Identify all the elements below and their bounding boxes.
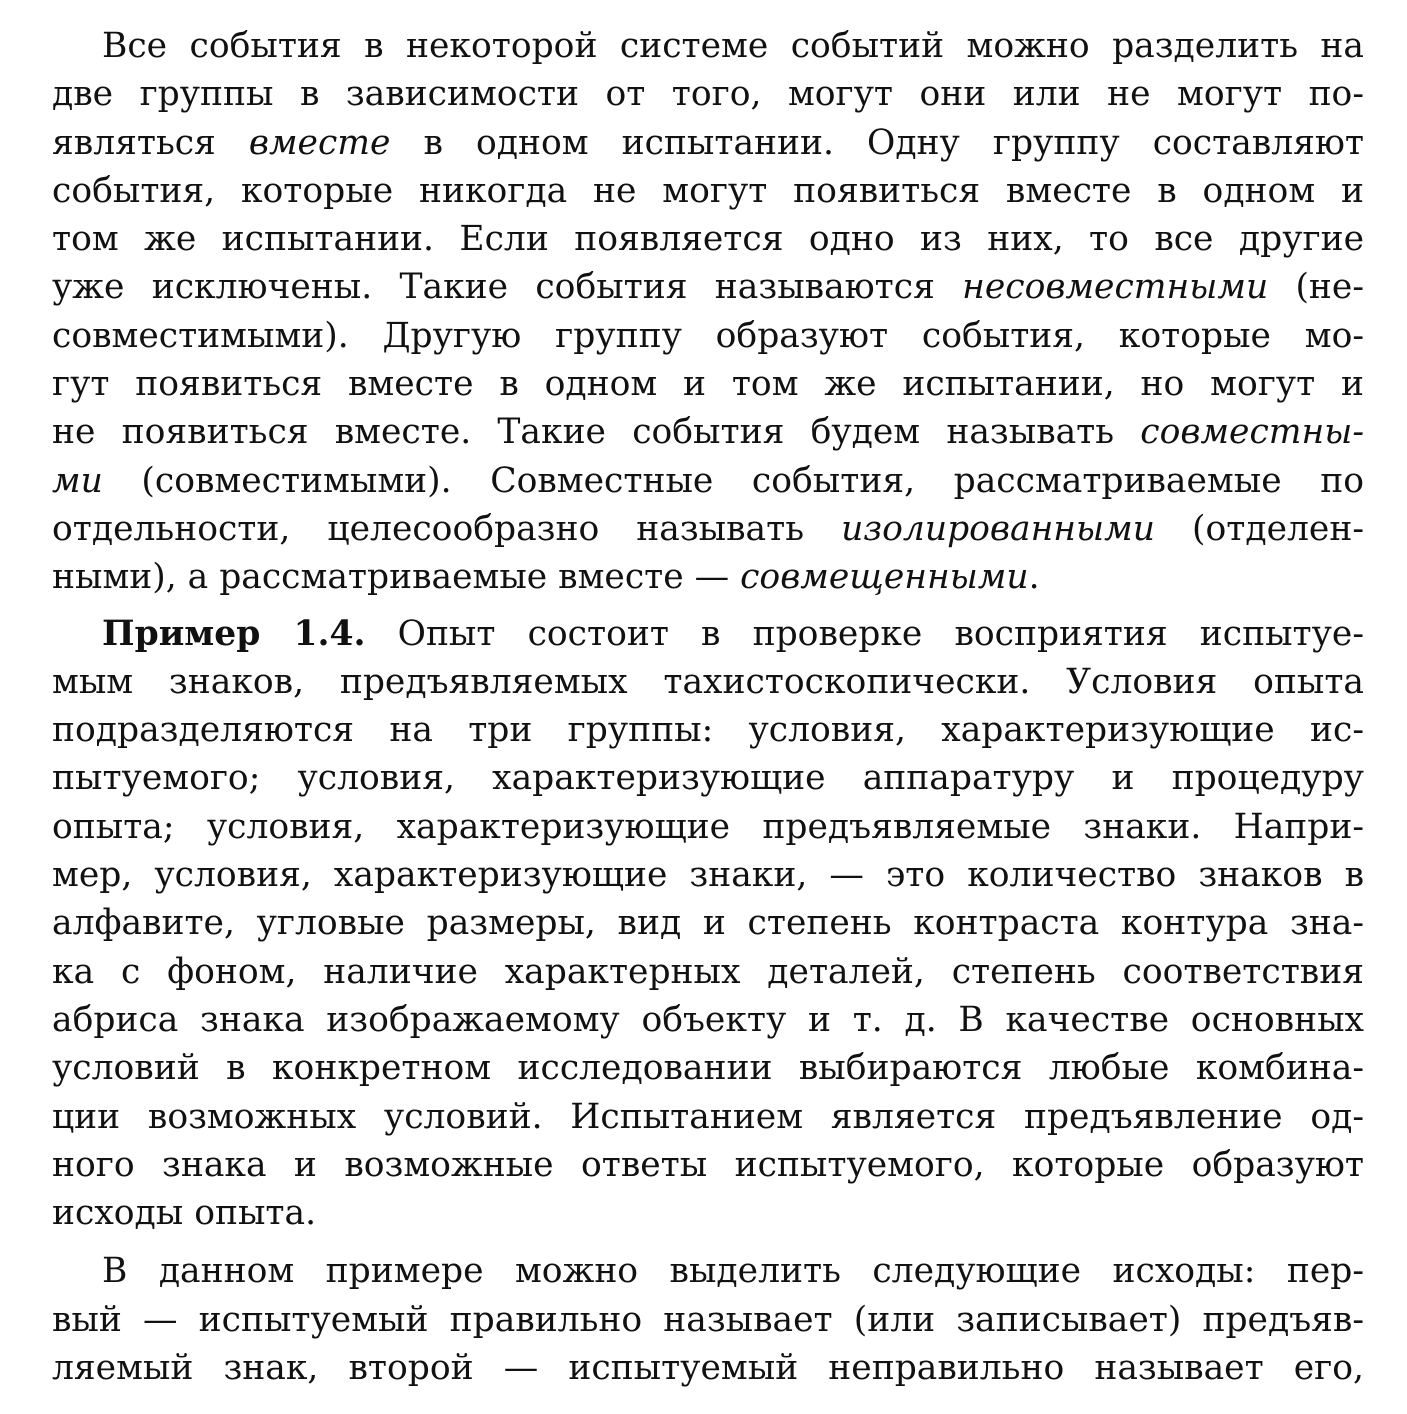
text-line: подразделяются на три группы: условия, характеризующие ис-	[52, 710, 1364, 751]
text-line: ми (совместимыми). Совместные события, рассматриваемые по	[52, 460, 1364, 501]
document-page	[52, 22, 1364, 1392]
emphasized-term: вместе	[248, 122, 391, 163]
text-line: ции возможных условий. Испытанием является предъявление од-	[52, 1096, 1364, 1137]
text-line: две группы в зависимости от того, могут они или не могут по-	[52, 74, 1364, 115]
text-line: мым знаков, предъявляемых тахистоскопически. Условия опыта	[52, 661, 1364, 702]
text-line: том же испытании. Если появляется одно из них, то все другие	[52, 219, 1364, 260]
emphasized-term: изолированными	[841, 508, 1155, 549]
text-line: опыта; условия, характеризующие предъявляемые знаки. Напри-	[52, 806, 1364, 847]
text-line: уже исключены. Такие события называются несовместными (не-	[52, 267, 1364, 308]
text-line: условий в конкретном исследовании выбираются любые комбина-	[52, 1048, 1364, 1089]
text-line: алфавите, угловые размеры, вид и степень контраста контура зна-	[52, 903, 1364, 944]
text-line: В данном примере можно выделить следующие исходы: пер-	[102, 1251, 1364, 1292]
emphasized-term: ми	[52, 460, 103, 501]
text-line: пытуемого; условия, характеризующие аппаратуру и процедуру	[52, 758, 1364, 799]
text-line: мер, условия, характеризующие знаки, — это количество знаков в	[52, 855, 1364, 896]
text-line: события, которые никогда не могут появиться вместе в одном и	[52, 170, 1364, 211]
text-line: отдельности, целесообразно называть изолированными (отделен-	[52, 508, 1364, 549]
emphasized-term: несовместными	[962, 267, 1269, 308]
text-line: Все события в некоторой системе событий можно разделить на	[102, 26, 1364, 66]
text-line: являться вместе в одном испытании. Одну группу составляют	[52, 122, 1364, 163]
text-line: вый — испытуемый правильно называет (или записывает) предъяв-	[52, 1299, 1364, 1340]
emphasized-term: совмещенными	[740, 557, 1029, 598]
emphasized-term: совместны-	[1140, 412, 1364, 453]
paragraph-1	[52, 22, 1364, 602]
text-line: абриса знака изображаемому объекту и т. д. В качестве основных	[52, 999, 1364, 1040]
paragraph-gap	[52, 1237, 1364, 1247]
text-line: ными), а рассматриваемые вместе — совмещенными.	[52, 557, 1040, 598]
text-line: гут появиться вместе в одном и том же испытании, но могут и	[52, 364, 1364, 405]
example-heading: Пример 1.4.	[102, 613, 366, 654]
text-line: исходы опыта.	[52, 1193, 317, 1234]
text-line: ного знака и возможные ответы испытуемого, которые образуют	[52, 1144, 1364, 1185]
text-line: ляемый знак, второй — испытуемый неправильно называет его,	[52, 1348, 1364, 1389]
text-line: ка с фоном, наличие характерных деталей, степень соответствия	[52, 951, 1364, 992]
text-line: совместимыми). Другую группу образуют события, которые мо-	[52, 315, 1364, 356]
text-line: не появиться вместе. Такие события будем называть совместны-	[52, 412, 1364, 453]
paragraph-gap	[52, 602, 1364, 610]
example-first-line: Опыт состоит в проверке восприятия испытуе-	[397, 613, 1364, 654]
paragraph-3	[52, 1247, 1364, 1392]
text-line	[52, 610, 1364, 658]
paragraph-2	[52, 610, 1364, 1238]
